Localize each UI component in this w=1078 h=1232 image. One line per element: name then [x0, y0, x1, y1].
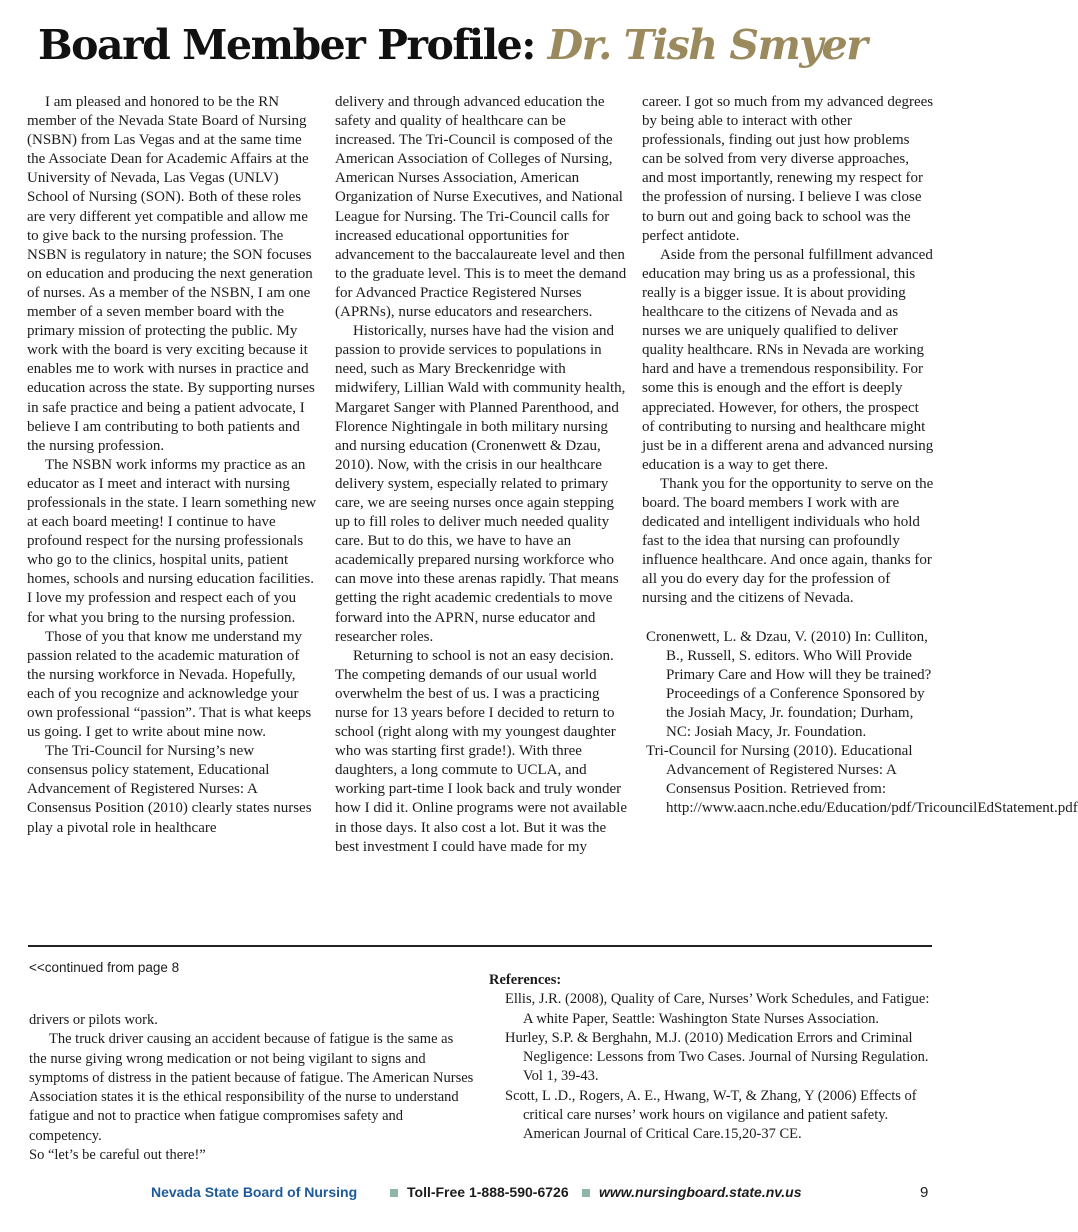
continued-label: <<continued from page 8 [29, 960, 180, 975]
reference-item: Scott, L .D., Rogers, A. E., Hwang, W-T, & Zhang, Y (2006) Effects of critical care nurses’ work hours on vigilance and patient safety. American Journal of Critical Care.15,20-37 CE. [505, 1087, 917, 1143]
paragraph: The Tri-Council for Nursing’s new consensus policy statement, Educational Advancement of Registered Nurses: A Consensus Position (2010) clearly states nurses play a pivotal role in healthcare [27, 743, 312, 836]
paragraph: The truck driver causing an accident because of fatigue is the same as the nurse giving wrong medication or not being vigilant to signs and symptoms of distress in the patient because of fatigue. The American Nurses Association states it is the ethical responsibility of the nurse to understand fatigue and not to practice when fatigue compromises safety and competency. [29, 1031, 474, 1144]
continued-text [29, 1011, 474, 1165]
reference-item: Tri-Council for Nursing (2010). Educational Advancement of Registered Nurses: A Consensus Position. Retrieved from: http://www.aacn.nche.edu/Education/pdf/TricouncilEdStatement.pdf [646, 743, 1078, 817]
references-section [489, 971, 934, 1145]
page-title [38, 16, 866, 74]
paragraph: Those of you that know me understand my passion related to the academic maturation of the nursing workforce in Nevada. Hopefully, each of you recognize and acknowledge your own professional “passion”. That is what keeps us going. I get to write about mine now. [27, 628, 312, 741]
article-column-2 [335, 93, 627, 857]
article-column-1 [27, 93, 317, 838]
paragraph: Thank you for the opportunity to serve on the board. The board members I work with are dedicated and intelligent individuals who hold fast to the idea that nursing can profoundly influence healthcare. And once again, thanks for all you do every day for the profession of nursing and the citizens of Nevada. [642, 475, 934, 607]
article-column-3 [642, 93, 1078, 818]
title-name: Dr. Tish Smyer [547, 21, 867, 69]
paragraph: delivery and through advanced education the safety and quality of healthcare can be increased. The Tri-Council is composed of the American Association of Colleges of Nursing, American Nurses Association, American Organization of Nurse Executives, and National League for Nursing. The Tri-Council calls for increased educational opportunities for advancement to the baccalaureate level and then to the graduate level. This is to meet the demand for Advanced Practice Registered Nurses (APRNs), nurse educators and researchers. [335, 94, 627, 321]
page-number: 9 [920, 1184, 929, 1201]
reference-item: Hurley, S.P. & Berghahn, M.J. (2010) Medication Errors and Criminal Negligence: Lessons from Two Cases. Journal of Nursing Regulation. Vol 1, 39-43. [505, 1029, 929, 1085]
footer-url: www.nursingboard.state.nv.us [599, 1184, 802, 1200]
section-divider [28, 945, 932, 947]
article-references [642, 628, 1078, 819]
page-footer [0, 1184, 960, 1204]
square-bullet-icon [582, 1189, 590, 1197]
paragraph: Aside from the personal fulfillment advanced education may bring us as a professional, this really is a bigger issue. It is about providing healthcare to the citizens of Nevada and as nurses we are uniquely qualified to deliver quality healthcare. RNs in Nevada are working hard and have a tremendous responsibility. For some this is enough and the effort is deeply appreciated. However, for others, the prospect of contributing to nursing and healthcare might just be in a different arena and advanced nursing education is a way to get there. [642, 246, 934, 473]
reference-item: Cronenwett, L. & Dzau, V. (2010) In: Culliton, B., Russell, S. editors. Who Will Provide Primary Care and How will they be trained? Proceedings of a Conference Sponsored by the Josiah Macy, Jr. foundation; Durham, NC: Josiah Macy, Jr. Foundation. [646, 628, 932, 740]
references-heading: References: [489, 972, 562, 988]
footer-org-name: Nevada State Board of Nursing [151, 1184, 358, 1200]
paragraph: Historically, nurses have had the vision and passion to provide services to populations in need, such as Mary Breckenridge with midwifery, Lillian Wald with community health, Margaret Sanger with Planned Parenthood, and Florence Nightingale in both military nursing and nursing education (Cronenwett & Dzau, 2010). Now, with the crisis in our healthcare delivery system, especially related to primary care, we are seeing nurses once again stepping up to fill roles to deliver much needed quality care. But to do this, we have to have an academically prepared nursing workforce who can move into these arenas rapidly. That means getting the right academic credentials to move forward into the APRN, nurse educator and researcher roles. [335, 323, 626, 645]
paragraph: I am pleased and honored to be the RN member of the Nevada State Board of Nursing (NSBN) from Las Vegas and at the same time the Associate Dean for Academic Affairs at the University of Nevada, Las Vegas (UNLV) School of Nursing (SON). Both of these roles are very different yet compatible and allow me to give back to the nursing profession. The NSBN is regulatory in nature; the SON focuses on education and producing the next generation of nurses. As a member of the NSBN, I am one member of a seven member board with the primary mission of protecting the public. My work with the board is very exciting because it enables me to work with nurses in practice and education across the state. By supporting nurses in safe practice and being a patient advocate, I believe I am contributing to both patients and the nursing profession. [27, 94, 315, 454]
paragraph: So “let’s be careful out there!” [29, 1147, 206, 1164]
reference-item: Ellis, J.R. (2008), Quality of Care, Nurses’ Work Schedules, and Fatigue: A white Paper, Seattle: Washington State Nurses Association. [505, 991, 930, 1027]
square-bullet-icon [390, 1189, 398, 1197]
paragraph: The NSBN work informs my practice as an educator as I meet and interact with nursing professionals in the state. I learn something new at each board meeting! I continue to have profound respect for the nursing professionals who go to the clinics, hospital units, patient homes, schools and nursing education facilities. I love my profession and respect each of you for what you bring to the nursing profession. [27, 456, 317, 626]
paragraph: drivers or pilots work. [29, 1012, 158, 1028]
paragraph: Returning to school is not an easy decision. The competing demands of our usual world overwhelm the best of us. I was a practicing nurse for 13 years before I decided to return to school (right along with my youngest daughter who was starting first grade!). With three daughters, a long commute to UCLA, and working part-time I look back and truly wonder how I did it. Online programs were not available in those days. It also cost a lot. But it was the best investment I could have made for my [335, 647, 628, 855]
footer-phone: Toll-Free 1-888-590-6726 [407, 1184, 569, 1200]
paragraph: career. I got so much from my advanced degrees by being able to interact with other professionals, finding out just how problems can be solved from very diverse approaches, and most importantly, renewing my respect for the profession of nursing. I believe I was close to burn out and going back to school was the perfect antidote. [642, 94, 934, 244]
title-prefix: Board Member Profile: [38, 21, 535, 69]
